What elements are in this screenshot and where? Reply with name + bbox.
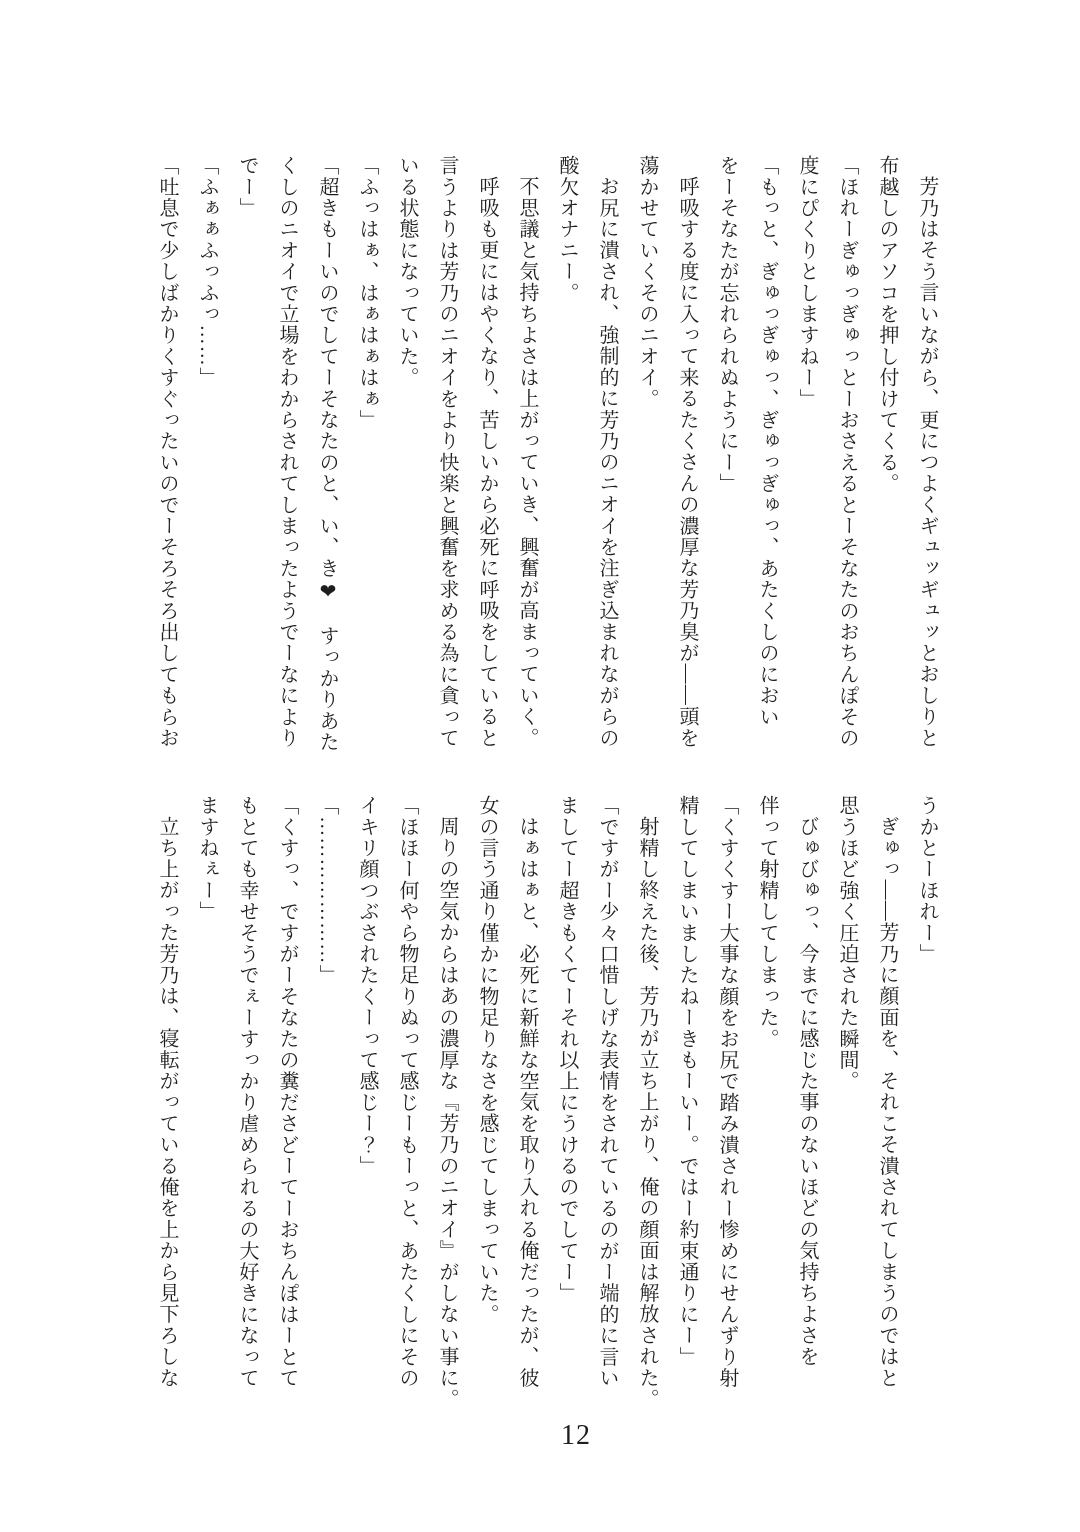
text-line: 「ほほー何やら物足りぬって感じーもーっと、あたくしにその: [396, 795, 418, 1389]
text-line: 不思議と気持ちよさは上がっていき、興奮が高まっていく。: [516, 176, 538, 749]
text-line: 「くすくすー大事な顔をお尻で踏み潰されー惨めにせんずり射: [716, 795, 738, 1389]
page-number: 12: [561, 1420, 591, 1451]
text-line: 「ですがー少々口惜しげな表情をされているのがー端的に言い: [596, 795, 618, 1389]
text-line: 射精し終えた後、芳乃が立ち上がり、俺の顔面は解放された。: [636, 816, 658, 1410]
text-block-top: [147, 155, 947, 759]
text-line: 呼吸も更にはやくなり、苦しいから必死に呼吸をしていると: [476, 176, 498, 749]
text-line: 酸欠オナニー。: [556, 155, 578, 304]
text-line: 「もっと、ぎゅっぎゅっ、ぎゅっぎゅっ、あたくしのにおい: [756, 155, 778, 728]
text-line: 「くすっ、ですがーそなたの糞ださどーてーおちんぽはーとて: [276, 795, 298, 1389]
text-line: もとても幸せそうでぇーすっかり虐められるの大好きになって: [236, 795, 258, 1389]
text-line: 「超きもーいのでしてーそなたのと、い、き❤ すっかりあた: [316, 155, 338, 753]
text-line: くしのニオイで立場をわからされてしまったようでーなにより: [276, 155, 298, 749]
text-line: はぁはぁと、必死に新鮮な空気を取り入れる俺だったが、彼: [516, 816, 538, 1389]
text-line: お尻に潰され、強制的に芳乃のニオイを注ぎ込まれながらの: [596, 176, 618, 749]
text-line: 女の言う通り僅かに物足りなさを感じてしまっていた。: [476, 795, 498, 1325]
text-line: 度にぴくりとしますねー」: [796, 155, 818, 410]
text-line: びゅびゅっ、今までに感じた事のないほどの気持ちよさを: [796, 816, 818, 1368]
text-line: 蕩かせていくそのニオイ。: [636, 155, 658, 410]
text-line: でー」: [236, 155, 258, 219]
text-line: イキリ顔つぶされたくーって感じー？」: [356, 795, 378, 1177]
text-line: 呼吸する度に入って来るたくさんの濃厚な芳乃臭が――頭を: [676, 176, 698, 749]
text-line: 布越しのアソコを押し付けてくる。: [876, 155, 898, 495]
text-line: うかとーほれー」: [916, 795, 938, 965]
text-line: 「…………………」: [316, 795, 338, 986]
text-line: 「ふっはぁ、はぁはぁはぁ」: [356, 155, 378, 431]
text-line: 「ふぁぁふっふっ……」: [196, 155, 218, 389]
text-line: 周りの空気からはあの濃厚な『芳乃のニオイ』がしない事に。: [436, 816, 458, 1410]
text-line: 立ち上がった芳乃は、寝転がっている俺を上から見下ろしな: [156, 816, 178, 1389]
text-block-bottom: [147, 795, 947, 1410]
text-line: 思うほど強く圧迫された瞬間。: [836, 795, 858, 1092]
text-line: 精してしまいましたねーきもーいー。ではー約束通りにー」: [676, 795, 698, 1368]
text-line: 「ほれーぎゅっぎゅっとーおさえるとーそなたのおちんぽその: [836, 155, 858, 749]
text-line: いる状態になっていた。: [396, 155, 418, 389]
text-line: 言うよりは芳乃のニオイをより快楽と興奮を求める為に貪って: [436, 155, 458, 749]
text-line: ますねぇー」: [196, 795, 218, 923]
text-line: ましてー超きもくてーそれ以上にうけるのでしてー」: [556, 795, 578, 1304]
text-line: ぎゅっ――芳乃に顔面を、それこそ潰されてしまうのではと: [876, 816, 898, 1389]
text-line: 芳乃はそう言いながら、更につよくギュッギュッとおしりと: [916, 176, 938, 749]
text-line: 伴って射精してしまった。: [756, 795, 778, 1050]
text-line: 「吐息で少しばかりくすぐったいのでーそろそろ出してもらお: [156, 155, 178, 749]
text-line: をーそなたが忘れられぬようにー」: [716, 155, 738, 495]
